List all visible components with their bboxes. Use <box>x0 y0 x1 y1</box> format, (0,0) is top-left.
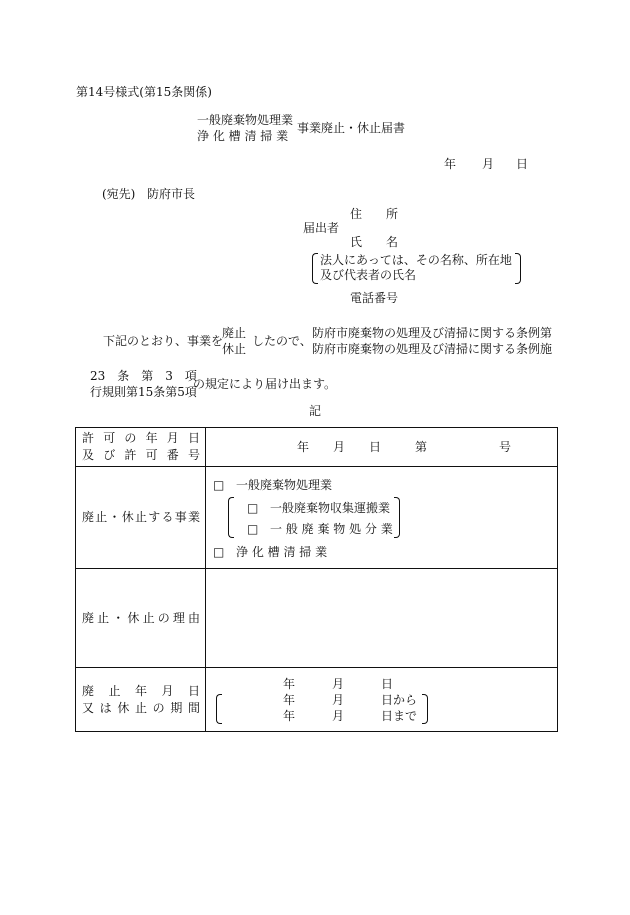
applicant-address: 住 所 <box>350 207 399 221</box>
option-collection-transport: 一般廃棄物収集運搬業 <box>270 501 391 515</box>
period-bracket-left <box>216 694 222 724</box>
checkbox-disposal[interactable]: □ <box>247 522 259 536</box>
permit-dai: 第 <box>415 440 428 454</box>
body-intro: 下記のとおり、事業を <box>103 334 224 348</box>
permit-month: 月 <box>333 440 346 454</box>
addressee-prefix: (宛先) <box>102 187 136 201</box>
period-bracket-right <box>422 694 428 724</box>
business-label: 廃止・休止する事業 <box>82 510 200 524</box>
to-month: 月 <box>332 709 345 723</box>
applicant-name: 氏 名 <box>350 235 399 249</box>
permit-day: 日 <box>369 440 382 454</box>
title-line-2: 浄 化 槽 清 掃 業 <box>197 129 289 143</box>
title-suffix: 事業廃止・休止届書 <box>297 121 406 135</box>
reason-row <box>76 569 558 668</box>
corp-note-line-1: 法人にあっては、その名称、所在地 <box>320 253 512 267</box>
option-disposal: 一 般 廃 棄 物 処 分 業 <box>270 522 393 536</box>
reason-label-cell <box>76 569 206 668</box>
checkbox-general-waste[interactable]: □ <box>213 478 225 492</box>
permit-value-cell[interactable] <box>206 428 558 467</box>
title-line-1: 一般廃棄物処理業 <box>197 113 294 127</box>
notification-table <box>75 427 558 732</box>
corp-note-line-2: 及び代表者の氏名 <box>320 268 417 282</box>
period-label-cell <box>76 668 206 732</box>
article-line-2: 行規則第15条第5項 <box>90 385 197 399</box>
permit-row <box>76 428 558 467</box>
period-label-line-1: 廃止年月日 <box>82 683 200 698</box>
permit-label-line-1: 許可の年月日 <box>82 431 200 445</box>
addressee-name: 防府市長 <box>147 187 196 201</box>
date-month: 月 <box>332 677 345 691</box>
corp-note-bracket-right <box>515 253 521 284</box>
business-label-cell <box>76 467 206 569</box>
reason-label: 廃止・休止の理由 <box>82 610 200 625</box>
sub-options-bracket-right <box>394 497 400 538</box>
date-day: 日 <box>381 677 394 691</box>
checkbox-septic[interactable]: □ <box>213 545 225 559</box>
period-value-cell[interactable] <box>206 668 558 732</box>
ordinance-line-1: 防府市廃棄物の処理及び清掃に関する条例第 <box>312 326 553 340</box>
sub-options-bracket-left <box>228 497 234 538</box>
from-day: 日から <box>381 693 418 707</box>
to-year: 年 <box>283 709 296 723</box>
business-options-cell <box>206 467 558 569</box>
applicant-phone: 電話番号 <box>350 291 399 305</box>
applicant-label: 届出者 <box>303 221 340 235</box>
corp-note-bracket-left <box>312 253 318 284</box>
date-day: 日 <box>516 157 529 171</box>
reason-value-cell[interactable] <box>206 569 558 668</box>
period-label-line-2: 又は休止の期間 <box>82 700 200 715</box>
date-year: 年 <box>283 677 296 691</box>
period-row <box>76 668 558 732</box>
article-line-1: 23 条 第 3 項 <box>90 369 197 383</box>
note-title: 記 <box>309 404 322 418</box>
form-number: 第14号様式(第15条関係) <box>76 85 212 99</box>
choice-abolish: 廃止 <box>222 326 247 340</box>
permit-label-cell <box>76 428 206 467</box>
option-septic-cleaning: 浄 化 槽 清 掃 業 <box>236 545 328 559</box>
body-ending: の規定により届け出ます。 <box>193 377 337 391</box>
to-day: 日まで <box>381 709 418 723</box>
choice-suspend: 休止 <box>222 342 247 356</box>
permit-go: 号 <box>499 440 512 454</box>
checkbox-collection[interactable]: □ <box>247 501 259 515</box>
from-year: 年 <box>283 693 296 707</box>
from-month: 月 <box>332 693 345 707</box>
option-general-waste: 一般廃棄物処理業 <box>236 478 333 492</box>
ordinance-line-2: 防府市廃棄物の処理及び清掃に関する条例施 <box>312 342 553 356</box>
business-row <box>76 467 558 569</box>
date-year: 年 <box>444 157 457 171</box>
permit-year: 年 <box>297 440 310 454</box>
permit-label-line-2: 及び許可番号 <box>82 448 200 462</box>
body-mid: したので、 <box>252 334 312 348</box>
date-month: 月 <box>482 157 495 171</box>
